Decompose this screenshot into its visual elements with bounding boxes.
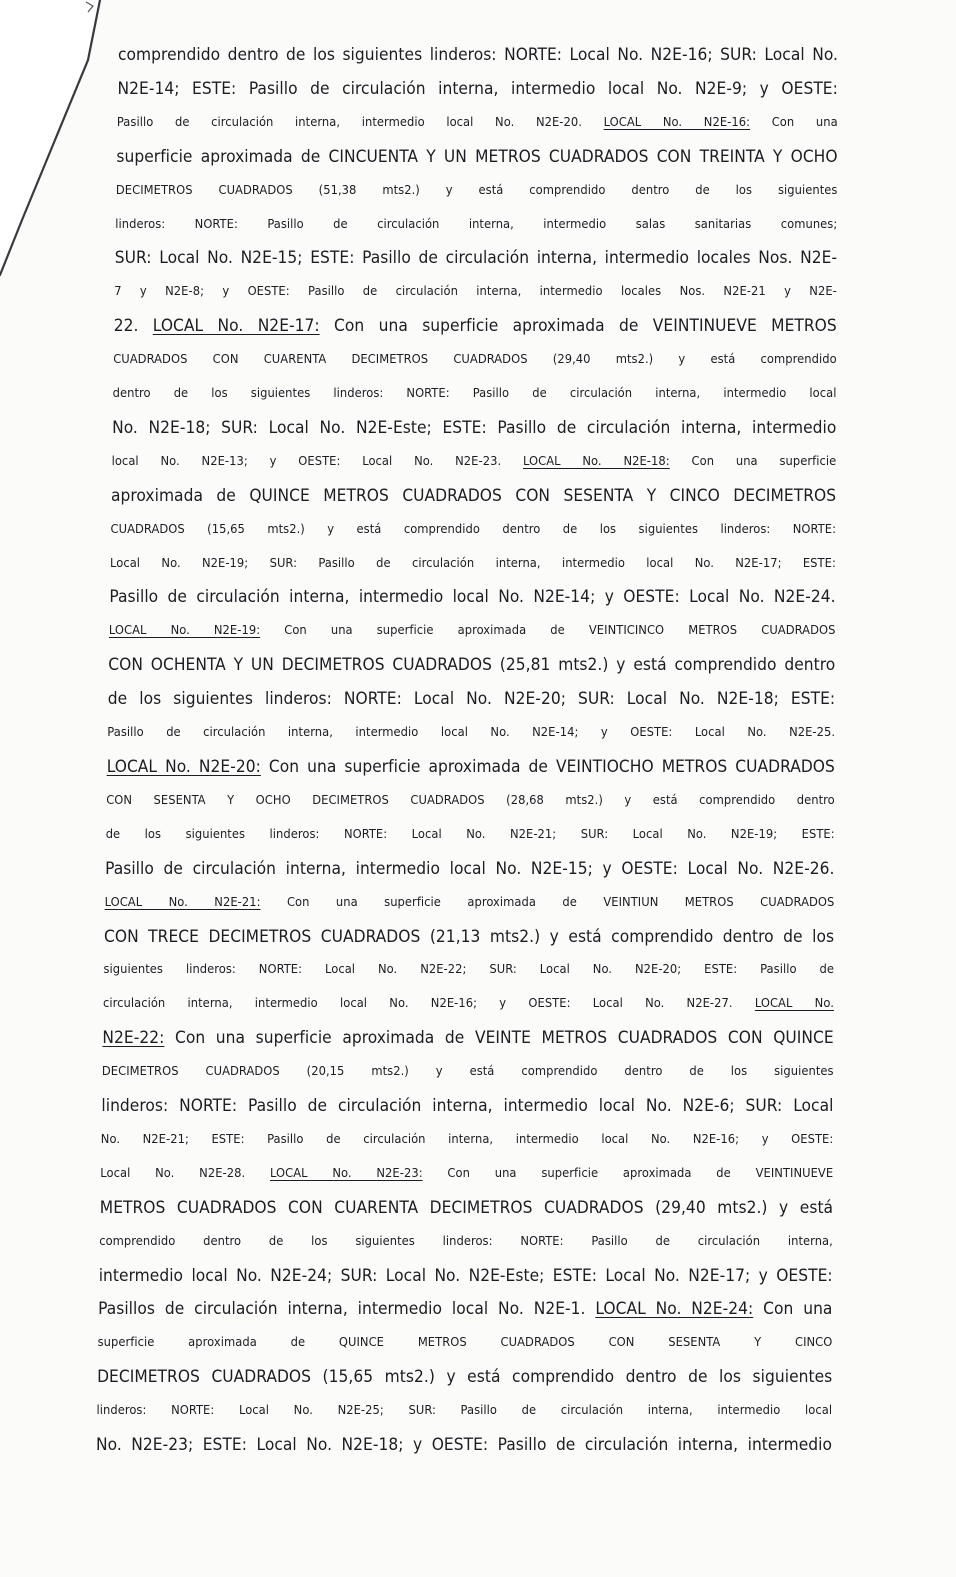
local-heading: LOCAL No. N2E-16: xyxy=(603,114,751,130)
local-heading: LOCAL No. xyxy=(754,996,834,1012)
text-segment: No. N2E-21; ESTE: Pasillo de circulación interna, intermedio local No. N2E-16; y OESTE: xyxy=(100,1131,834,1147)
text-segment: circulación interna, intermedio local No. N2E-16; y OESTE: Local No. N2E-27. xyxy=(103,996,755,1012)
text-segment: Con una xyxy=(750,114,838,130)
local-heading: N2E-22: xyxy=(102,1028,165,1049)
local-heading: LOCAL No. N2E-19: xyxy=(108,623,261,639)
text-segment: Con una superficie aproximada de VEINTIOCHO METROS CUADRADOS xyxy=(260,757,835,777)
local-heading: LOCAL No. N2E-17: xyxy=(152,316,320,337)
text-line xyxy=(100,1163,833,1185)
text-line xyxy=(113,383,837,405)
text-segment: 22. xyxy=(113,316,153,337)
text-line xyxy=(98,1298,832,1320)
text-segment: linderos: NORTE: Local No. N2E-25; SUR: Pasillo de circulación interna, intermedio local xyxy=(96,1403,833,1419)
local-heading: LOCAL No. N2E-20: xyxy=(106,757,261,777)
text-segment: local No. N2E-13; y OESTE: Local No. N2E-23. xyxy=(111,453,523,469)
text-segment: de los siguientes linderos: NORTE: Local No. N2E-21; SUR: Local No. N2E-19; ESTE: xyxy=(105,826,835,842)
text-segment: siguientes linderos: NORTE: Local No. N2E-22; SUR: Local No. N2E-20; ESTE: Pasillo de xyxy=(103,962,834,978)
text-segment: No. N2E-23; ESTE: Local No. N2E-18; y OESTE: Pasillo de circulación interna, intermedio xyxy=(96,1435,832,1455)
text-line xyxy=(99,1265,833,1287)
text-line xyxy=(115,247,837,269)
text-line xyxy=(98,1332,833,1354)
text-line xyxy=(97,1366,832,1388)
text-segment: CON SESENTA Y OCHO DECIMETROS CUADRADOS (28,68 mts2.) y está comprendido dentro xyxy=(106,792,835,808)
text-segment: CUADRADOS CON CUARENTA DECIMETROS CUADRADOS (29,40 mts2.) y está comprendido xyxy=(113,352,837,368)
text-segment: DECIMETROS CUADRADOS (20,15 mts2.) y está comprendido dentro de los siguientes xyxy=(101,1064,834,1080)
text-line xyxy=(105,892,835,914)
text-segment: SUR: Local No. N2E-15; ESTE: Pasillo de circulación interna, intermedio locales Nos. N2E- xyxy=(114,248,838,269)
text-line xyxy=(116,180,838,202)
text-line xyxy=(109,586,835,608)
text-line xyxy=(116,146,837,168)
text-segment: Pasillo de circulación interna, intermedio local No. N2E-14; y OESTE: Local No. N2E-24. xyxy=(109,587,836,608)
text-segment: CON OCHENTA Y UN DECIMETROS CUADRADOS (25,81 mts2.) y está comprendido dentro xyxy=(108,655,836,676)
text-segment: comprendido dentro de los siguientes linderos: NORTE: Local No. N2E-16; SUR: Local No. xyxy=(118,45,838,65)
text-segment: linderos: NORTE: Pasillo de circulación interna, intermedio salas sanitarias comunes; xyxy=(115,216,838,232)
text-segment: Con una superficie aproximada de VEINTINUEVE METROS xyxy=(319,316,837,337)
text-segment: de los siguientes linderos: NORTE: Local No. N2E-20; SUR: Local No. N2E-18; ESTE: xyxy=(107,689,836,710)
text-line xyxy=(118,78,838,100)
text-line xyxy=(96,1434,832,1456)
text-segment: Local No. N2E-19; SUR: Pasillo de circulación interna, intermedio local No. N2E-17; ESTE: xyxy=(110,555,836,571)
text-segment: Con una superficie xyxy=(669,453,837,469)
text-segment: intermedio local No. N2E-24; SUR: Local No. N2E-Este; ESTE: Local No. N2E-17; y OESTE: xyxy=(98,1265,833,1286)
text-segment: Pasillo de circulación interna, intermedio local No. N2E-20. xyxy=(116,114,604,130)
text-line xyxy=(99,1231,833,1253)
text-segment: Local No. N2E-28. xyxy=(100,1165,270,1181)
text-segment: METROS CUADRADOS CON CUARENTA DECIMETROS CUADRADOS (29,40 mts2.) y está xyxy=(99,1197,834,1218)
text-segment: Pasillo de circulación interna, intermedio local No. N2E-14; y OESTE: Local No. N2E-25. xyxy=(107,725,836,740)
text-line xyxy=(104,959,835,981)
text-line xyxy=(102,1027,833,1049)
text-line xyxy=(100,1197,833,1219)
text-segment: dentro de los siguientes linderos: NORTE: Pasillo de circulación interna, intermedio local xyxy=(112,386,837,401)
text-segment: comprendido dentro de los siguientes linderos: NORTE: Pasillo de circulación interna, xyxy=(99,1233,833,1249)
text-segment: superficie aproximada de CINCUENTA Y UN METROS CUADRADOS CON TREINTA Y OCHO xyxy=(116,146,838,167)
text-line xyxy=(105,858,834,880)
text-line xyxy=(106,824,835,846)
text-line xyxy=(101,1129,834,1151)
text-segment: Con una xyxy=(753,1299,833,1320)
text-line xyxy=(102,1061,834,1083)
text-line xyxy=(112,417,836,439)
text-segment: Con una superficie aproximada de VEINTICINCO METROS CUADRADOS xyxy=(260,623,836,639)
text-line xyxy=(107,756,835,778)
text-line xyxy=(109,620,836,642)
text-line xyxy=(106,790,835,812)
text-segment: Con una superficie aproximada de VEINTIUN METROS CUADRADOS xyxy=(260,894,835,910)
text-line xyxy=(112,451,837,473)
text-segment: No. N2E-18; SUR: Local No. N2E-Este; ESTE: Pasillo de circulación interna, intermedio xyxy=(112,417,837,438)
text-line xyxy=(117,112,838,134)
text-line xyxy=(110,553,836,575)
text-segment: DECIMETROS CUADRADOS (15,65 mts2.) y está comprendido dentro de los siguientes xyxy=(97,1367,833,1388)
text-segment: DECIMETROS CUADRADOS (51,38 mts2.) y está comprendido dentro de los siguientes xyxy=(115,182,838,198)
text-line xyxy=(114,281,837,303)
text-line xyxy=(108,688,835,710)
local-heading: LOCAL No. N2E-23: xyxy=(269,1165,423,1181)
text-line xyxy=(114,315,837,337)
text-line xyxy=(111,519,837,541)
local-heading: LOCAL No. N2E-18: xyxy=(522,453,670,469)
text-line xyxy=(111,485,836,507)
text-line xyxy=(115,214,837,236)
text-segment: Pasillos de circulación interna, intermedio local No. N2E-1. xyxy=(98,1299,596,1320)
local-heading: LOCAL No. N2E-21: xyxy=(104,894,261,910)
text-segment: aproximada de QUINCE METROS CUADRADOS CON SESENTA Y CINCO DECIMETROS xyxy=(111,485,837,506)
text-segment: N2E-14; ESTE: Pasillo de circulación interna, intermedio local No. N2E-9; y OESTE: xyxy=(117,78,838,99)
text-line xyxy=(97,1400,833,1422)
text-segment: superficie aproximada de QUINCE METROS CUADRADOS CON SESENTA Y CINCO xyxy=(97,1335,833,1351)
text-line xyxy=(113,349,837,371)
local-heading: LOCAL No. N2E-24: xyxy=(595,1299,754,1320)
text-line xyxy=(104,926,834,948)
text-line xyxy=(107,722,835,744)
text-line xyxy=(108,654,835,676)
text-line xyxy=(103,993,834,1015)
text-segment: CON TRECE DECIMETROS CUADRADOS (21,13 mts2.) y está comprendido dentro de los xyxy=(104,926,835,947)
text-segment: CUADRADOS (15,65 mts2.) y está comprendido dentro de los siguientes linderos: NORTE: xyxy=(110,521,836,537)
text-segment: Con una superficie aproximada de VEINTE METROS CUADRADOS CON QUINCE xyxy=(164,1028,834,1049)
text-segment: 7 y N2E-8; y OESTE: Pasillo de circulación interna, intermedio locales Nos. N2E-21 y N2E- xyxy=(114,284,837,300)
text-segment: Con una superficie aproximada de VEINTINUEVE xyxy=(422,1165,834,1181)
text-line xyxy=(118,44,838,66)
text-segment: linderos: NORTE: Pasillo de circulación interna, intermedio local No. N2E-6; SUR: Local xyxy=(101,1096,834,1116)
text-segment: Pasillo de circulación interna, intermedio local No. N2E-15; y OESTE: Local No. N2E-26. xyxy=(105,858,835,879)
text-line xyxy=(101,1095,833,1117)
